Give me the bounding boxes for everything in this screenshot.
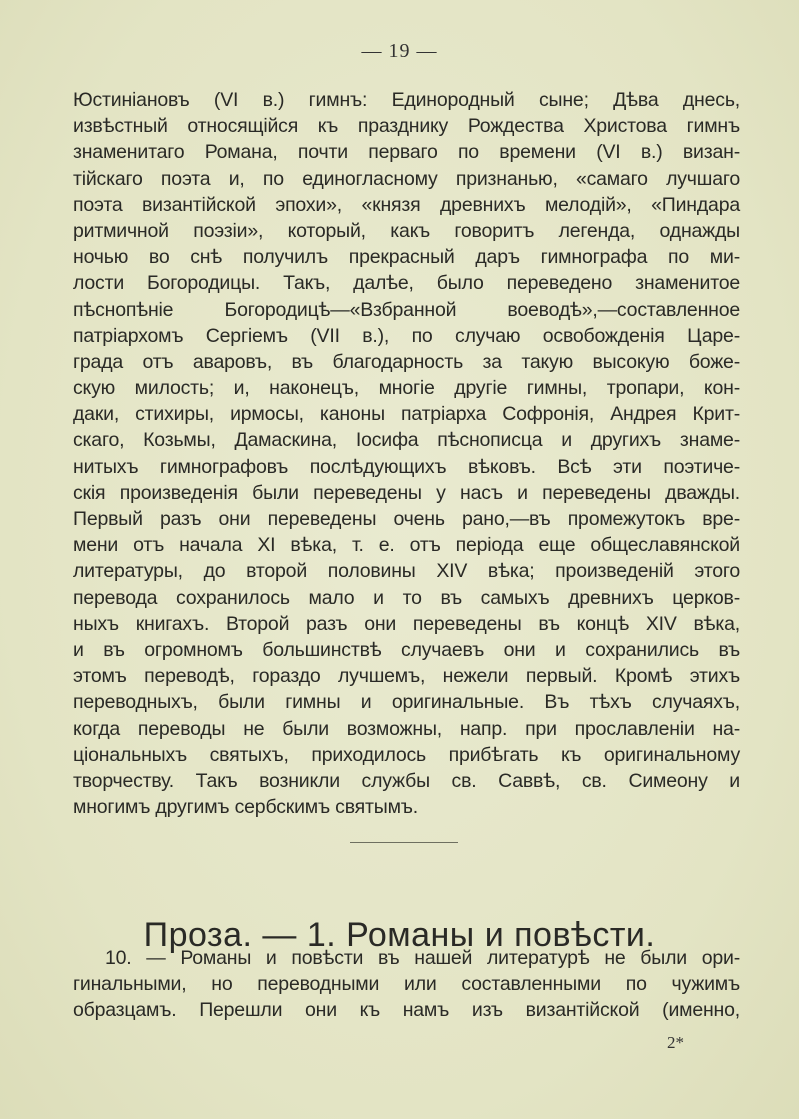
text-line: скую милость; и, наконецъ, многіе другіе гимны, тропари, кон- — [73, 377, 740, 400]
text-line: патріархомъ Сергіемъ (VII в.), по случаю освобожденія Царе- — [73, 324, 740, 347]
paragraph-novels — [73, 945, 740, 1024]
text-line: переводныхъ, были гимны и оригинальные. Въ тѣхъ случаяхъ, — [73, 691, 740, 714]
text-line: перевода сохранилось мало и то въ самыхъ древнихъ церков- — [73, 586, 740, 609]
text-line: ныхъ книгахъ. Второй разъ они переведены въ концѣ XIV вѣка, — [73, 612, 740, 635]
text-line: этомъ переводѣ, гораздо лучшемъ, нежели первый. Кромѣ этихъ — [73, 665, 740, 688]
text-line: ритмичной поэзіи», который, какъ говоритъ легенда, однажды — [73, 219, 740, 242]
text-line: пѣснопѣніе Богородицѣ—«Взбранной воеводѣ»,—составленное — [73, 298, 740, 321]
text-line: скія произведенія были переведены у насъ и переведены дважды. — [73, 481, 740, 504]
text-line: творчеству. Такъ возникли службы св. Саввѣ, св. Симеону и — [73, 769, 740, 792]
text-line: скаго, Козьмы, Дамаскина, Іосифа пѣснописца и другихъ знаме- — [73, 429, 740, 452]
text-line: гинальными, но переводными или составленными по чужимъ — [73, 973, 740, 996]
text-line: извѣстный относящійся къ празднику Рождества Христова гимнъ — [73, 115, 740, 138]
text-line: когда переводы не были возможны, напр. при прославленіи на- — [73, 717, 740, 740]
text-line: 10. — Романы и повѣсти въ нашей литературѣ не были ори- — [105, 947, 740, 969]
text-line: Первый разъ они переведены очень рано,—въ промежутокъ вре- — [73, 508, 740, 530]
text-line: лости Богородицы. Такъ, далѣе, было переведено знаменитое — [73, 272, 740, 295]
section-divider — [350, 842, 458, 843]
text-line: образцамъ. Перешли они къ намъ изъ византійской (именно, — [73, 999, 740, 1022]
text-line: Юстиніановъ (VI в.) гимнъ: Единородный сыне; Дѣва днесь, — [73, 89, 740, 111]
paragraph-hymns — [73, 87, 740, 820]
signature-mark: 2* — [667, 1033, 684, 1052]
text-line: тійскаго поэта и, по единогласному признанью, «самаго лучшаго — [73, 167, 740, 190]
text-line: нитыхъ гимнографовъ послѣдующихъ вѣковъ. Всѣ эти поэтиче- — [73, 455, 740, 478]
text-line: литературы, до второй половины XIV вѣка; произведеній этого — [73, 560, 740, 583]
text-line: ціональныхъ святыхъ, приходилось прибѣгать къ оригинальному — [73, 743, 740, 766]
text-line: многимъ другимъ сербскимъ святымъ. — [73, 796, 418, 819]
text-line: знаменитаго Романа, почти перваго по времени (VI в.) визан- — [73, 141, 740, 164]
text-line: града отъ аваровъ, въ благодарность за такую высокую боже- — [73, 350, 740, 373]
page-number: — 19 — — [361, 40, 438, 62]
text-line: ночью во снѣ получилъ прекрасный даръ гимнографа по ми- — [73, 246, 740, 269]
text-line: и въ огромномъ большинствѣ случаевъ они и сохранились въ — [73, 638, 740, 661]
text-line: поэта византійской эпохи», «князя древнихъ мелодій», «Пиндара — [73, 193, 740, 216]
text-line: мени отъ начала XI вѣка, т. е. отъ періода еще общеславянской — [73, 534, 740, 557]
section-heading: Проза. — 1. Романы и повѣсти. — [143, 916, 656, 955]
text-line: даки, стихиры, ирмосы, каноны патріарха Софронія, Андрея Крит- — [73, 403, 740, 426]
